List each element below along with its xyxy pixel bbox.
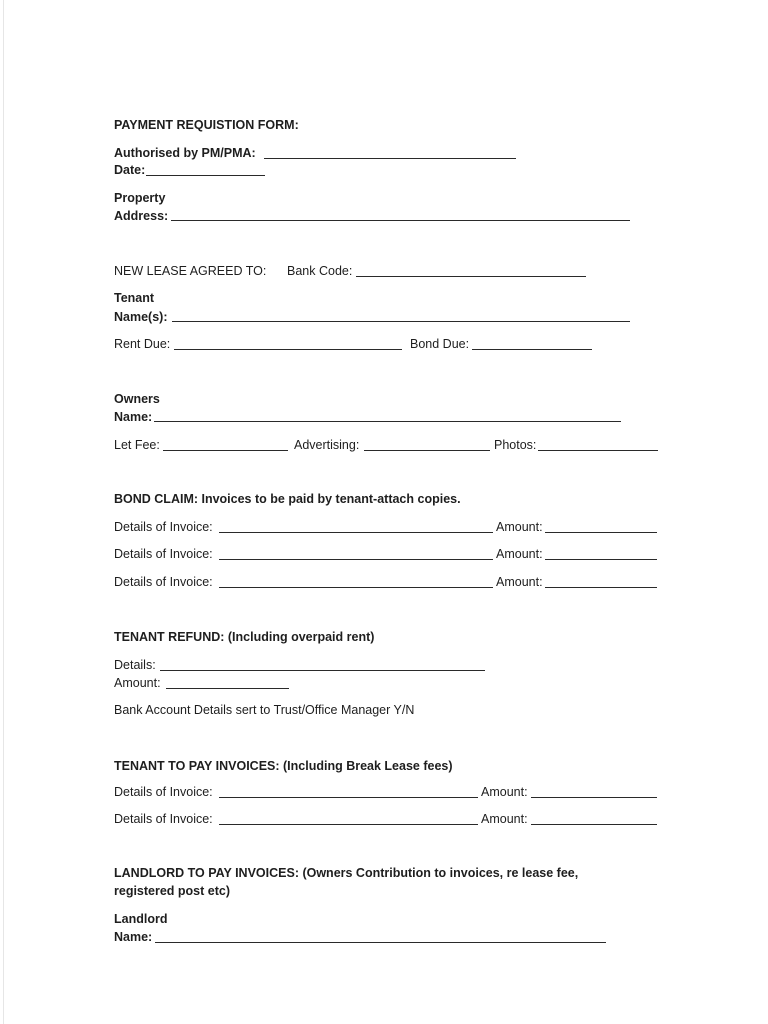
bond-claim-heading: BOND CLAIM: Invoices to be paid by tenant-attach copies. — [114, 492, 461, 506]
refund-details-label: Details: — [114, 658, 156, 672]
owners-name-label: Name: — [114, 410, 153, 424]
tenant-names-label: Name(s): — [114, 310, 168, 324]
bond-due-field[interactable] — [472, 349, 592, 350]
bond-claim-details-field[interactable] — [219, 559, 493, 560]
tenant-label: Tenant — [114, 291, 155, 305]
landlord-label: Landlord — [114, 912, 168, 926]
refund-details-field[interactable] — [160, 670, 485, 671]
page-edge — [3, 0, 4, 1024]
tenant-pay-details-field[interactable] — [219, 797, 478, 798]
photos-field[interactable] — [538, 450, 658, 451]
let-fee-field[interactable] — [163, 450, 288, 451]
rent-due-field[interactable] — [174, 349, 402, 350]
owners-label: Owners — [114, 392, 160, 406]
date-field[interactable] — [146, 175, 265, 176]
tenant-pay-details-label: Details of Invoice: — [114, 812, 213, 826]
bond-claim-amount-field[interactable] — [545, 559, 657, 560]
bond-claim-amount-label: Amount: — [496, 547, 543, 561]
tenant-to-pay-heading: TENANT TO PAY INVOICES: (Including Break Lease fees) — [114, 759, 453, 773]
landlord-to-pay-heading: LANDLORD TO PAY INVOICES: (Owners Contribution to invoices, re lease fee, — [114, 866, 579, 880]
date-label: Date: — [114, 163, 146, 177]
property-address-field[interactable] — [171, 220, 630, 221]
bond-claim-amount-label: Amount: — [496, 575, 543, 589]
bond-claim-amount-field[interactable] — [545, 587, 657, 588]
tenant-names-field[interactable] — [172, 321, 630, 322]
refund-amount-label: Amount: — [114, 676, 161, 690]
bank-code-field[interactable] — [356, 276, 586, 277]
rent-due-label: Rent Due: — [114, 337, 171, 351]
bond-claim-details-field[interactable] — [219, 532, 493, 533]
advertising-field[interactable] — [364, 450, 490, 451]
tenant-pay-details-label: Details of Invoice: — [114, 785, 213, 799]
tenant-pay-amount-field[interactable] — [531, 797, 657, 798]
bond-due-label: Bond Due: — [410, 337, 470, 351]
tenant-pay-details-field[interactable] — [219, 824, 478, 825]
bank-account-note: Bank Account Details sert to Trust/Office Manager Y/N — [114, 703, 415, 717]
landlord-to-pay-heading-cont: registered post etc) — [114, 884, 231, 898]
landlord-name-label: Name: — [114, 930, 153, 944]
tenant-pay-amount-label: Amount: — [481, 812, 528, 826]
authorised-label: Authorised by PM/PMA: — [114, 146, 256, 160]
owners-name-field[interactable] — [154, 421, 621, 422]
bond-claim-details-field[interactable] — [219, 587, 493, 588]
bond-claim-details-label: Details of Invoice: — [114, 547, 213, 561]
address-label: Address: — [114, 209, 169, 223]
advertising-label: Advertising: — [294, 438, 360, 452]
tenant-refund-heading: TENANT REFUND: (Including overpaid rent) — [114, 630, 375, 644]
authorised-field[interactable] — [264, 158, 516, 159]
refund-amount-field[interactable] — [166, 688, 289, 689]
bond-claim-amount-label: Amount: — [496, 520, 543, 534]
bond-claim-details-label: Details of Invoice: — [114, 575, 213, 589]
bond-claim-details-label: Details of Invoice: — [114, 520, 213, 534]
landlord-name-field[interactable] — [155, 942, 606, 943]
property-label: Property — [114, 191, 166, 205]
tenant-pay-amount-label: Amount: — [481, 785, 528, 799]
bank-code-label: Bank Code: — [287, 264, 353, 278]
new-lease-label: NEW LEASE AGREED TO: — [114, 264, 267, 278]
tenant-pay-amount-field[interactable] — [531, 824, 657, 825]
form-title: PAYMENT REQUISTION FORM: — [114, 118, 299, 132]
let-fee-label: Let Fee: — [114, 438, 160, 452]
photos-label: Photos: — [494, 438, 537, 452]
bond-claim-amount-field[interactable] — [545, 532, 657, 533]
